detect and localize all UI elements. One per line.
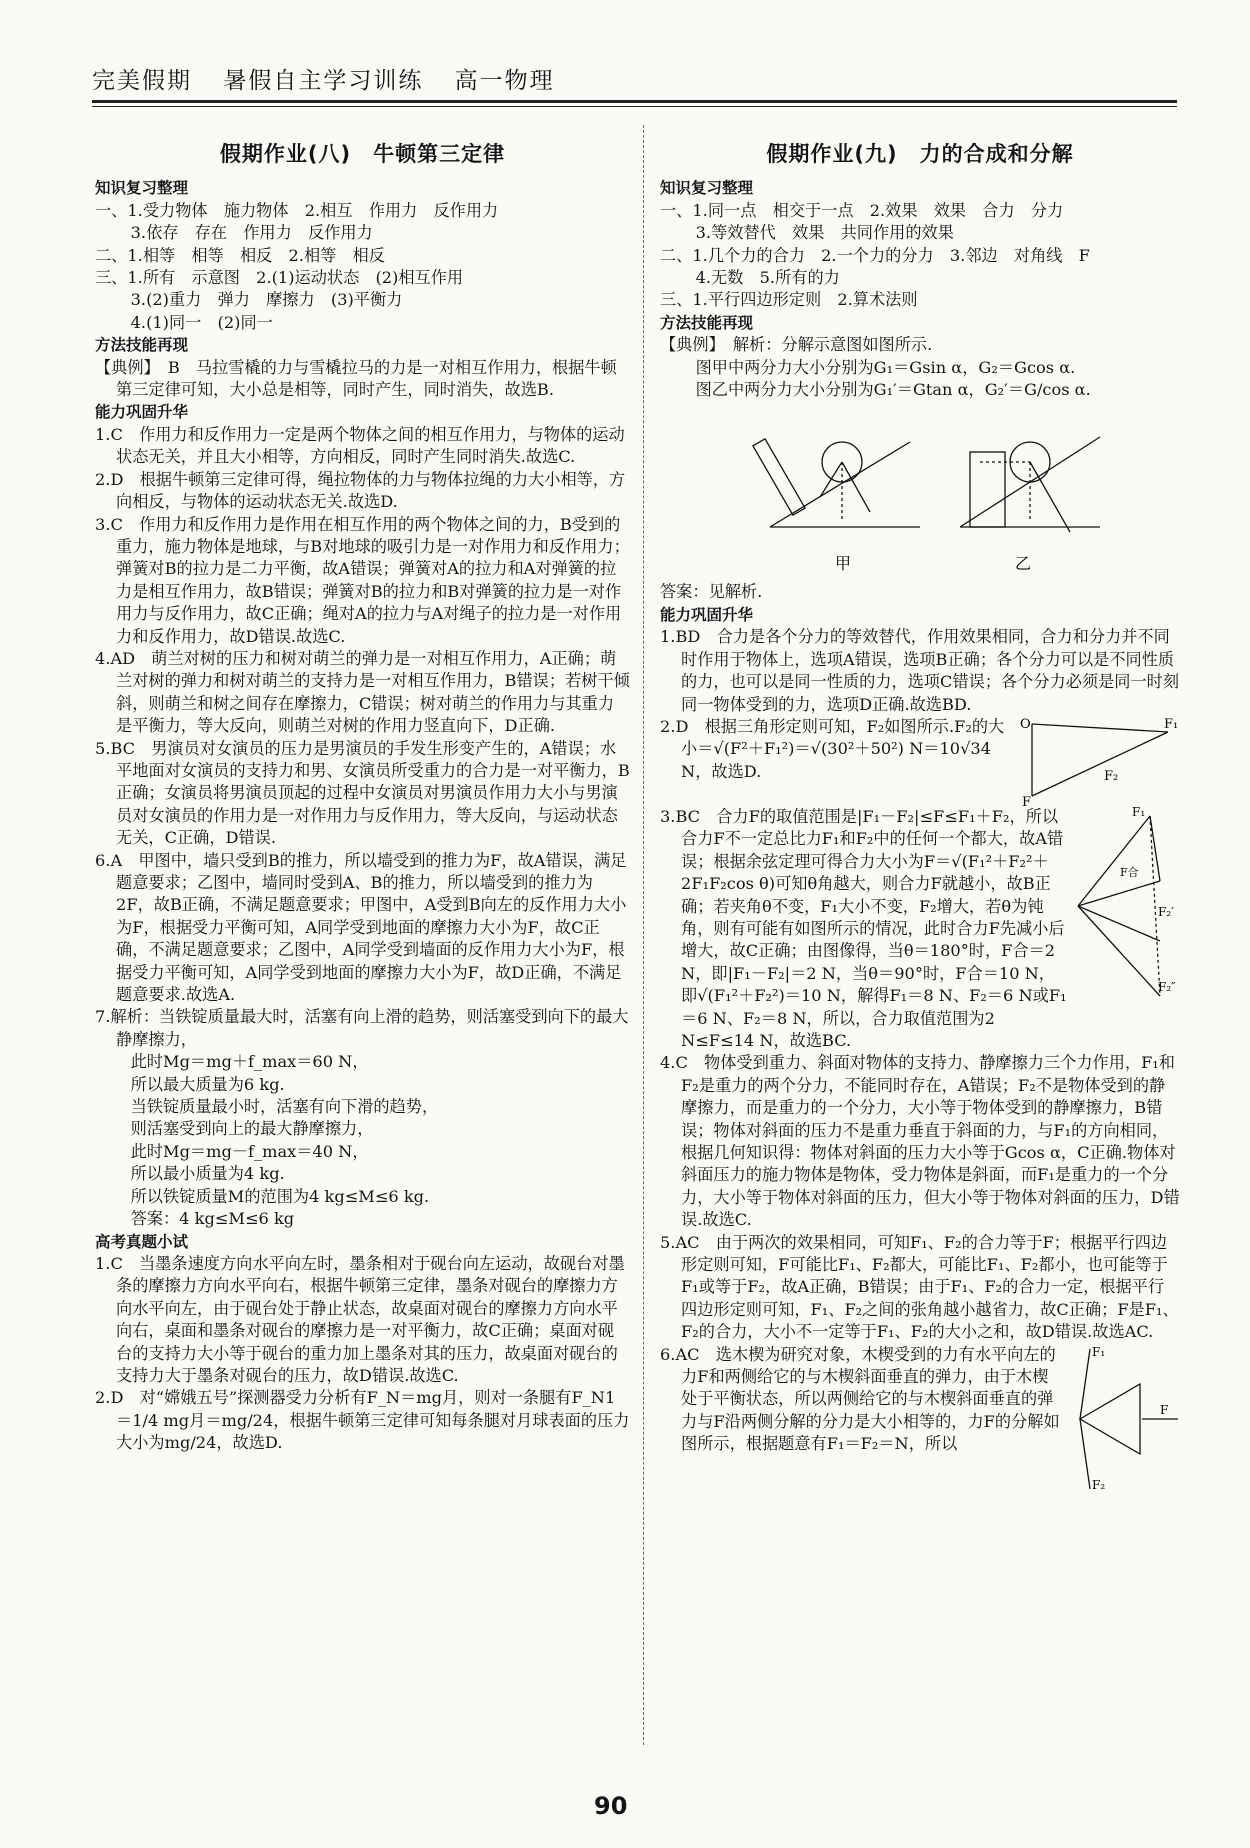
answer-item: 1.C 作用力和反作用力一定是两个物体之间的相互作用力，与物体的运动状态无关，并且大小相等，方向相反，同时产生同时消失.故选C. — [95, 424, 625, 467]
answer-item: 4.C 物体受到重力、斜面对物体的支持力、静摩擦力三个力作用，F₁和F₂是重力的两个分力，不能同时存在，A错误；F₂不是物体受到的静摩擦力，而是重力的一个分力，大小等于物体受到的静摩擦力，B错误；物体对斜面的压力不是重力垂直于斜面的力，与F₁的方向相同，根据几何知识得：物体对斜面的压力大小等于Gcos α，C正确.物体对斜面压力的施力物体是物体，受力物体是斜面，而F₁是重力的一个分力，大小等于物体对斜面的压力，但大小等于物体对斜面的压力，D错误.故选C. — [660, 1053, 1180, 1230]
answer-item: 4.AD 萌兰对树的压力和树对萌兰的弹力是一对相互作用力，A正确；萌兰对树的弹力和树对萌兰的支持力是一对相互作用力，B错误；若树干倾斜，则萌兰和树之间存在摩擦力，C错误；树对萌兰的作用力与其重力是平衡力，等大反向，则萌兰对树的作用力竖直向下，D正确. — [95, 648, 630, 736]
knowledge-line: 一、1.受力物体 施力物体 2.相互 作用力 反作用力 — [95, 200, 499, 220]
fig6-f-label: F — [1160, 1402, 1169, 1417]
answer-item: 6.AC 选木楔为研究对象，木楔受到的力有水平向左的力F和两侧给它的与木楔斜面垂直的弹力，由于木楔处于平衡状态，所以两侧给它的与木楔斜面垂直的弹力与F沿两侧分解的分力是大小相等的，力F的分解如图所示，根据题意有F₁＝F₂＝N，所以 — [660, 1344, 1060, 1454]
knowledge-line: 3.依存 存在 作用力 反作用力 — [130, 223, 373, 243]
range-figure — [1070, 806, 1180, 1006]
item7-answer: 答案：4 kg≤M≤6 kg — [130, 1209, 295, 1229]
left-column — [95, 143, 630, 1455]
fig3-f1-label: F₁ — [1132, 805, 1146, 819]
knowledge-line: 二、1.几个力的合力 2.一个力的分力 3.邻边 对角线 F — [660, 245, 1090, 265]
page-number: 90 — [594, 1792, 628, 1820]
knowledge-line: 三、1.所有 示意图 2.(1)运动状态 (2)相互作用 — [95, 268, 464, 288]
left-title: 假期作业(八) 牛顿第三定律 — [219, 142, 506, 166]
answer-item: 2.D 根据三角形定则可知，F₂如图所示.F₂的大小＝√(F²＋F₁²)＝√(30²＋50²) N＝10√34 N，故选D. — [660, 716, 1005, 781]
right-title: 假期作业(九) 力的合成和分解 — [766, 142, 1074, 166]
fig-yi-label: 乙 — [1015, 554, 1032, 574]
fig2-f1-label: F₁ — [1164, 716, 1179, 732]
example-line: 【典例】 解析：分解示意图如图所示. — [660, 335, 933, 355]
exam-item: 1.C 当墨条速度方向水平向左时，墨条相对于砚台向左运动，故砚台对墨条的摩擦力方向水平向右，根据牛顿第三定律，墨条对砚台的摩擦力方向水平向左，由于砚台处于静止状态，故桌面对砚台的摩擦力方向水平向右，桌面和墨条对砚台的摩擦力是一对平衡力，故C正确；桌面对砚台的支持力大小等于砚台的重力加上墨条对其的压力，故桌面对砚台的支持力大于墨条对砚台的压力，故D错误.故选C. — [95, 1253, 625, 1385]
header-rule-thin — [92, 106, 1177, 107]
fig2-f2-label: F₂ — [1104, 768, 1119, 784]
answer-item: 1.BD 合力是各个分力的等效替代，作用效果相同，合力和分力并不同时作用于物体上，选项A错误，选项B正确；各个分力可以是不同性质的力，也可以是同一性质的力，选项C错误；各个分力必须是同一时刻同一物体受到的力，选项D正确.故选BD. — [660, 627, 1180, 714]
knowledge-line: 一、1.同一点 相交于一点 2.效果 效果 合力 分力 — [660, 200, 1064, 220]
fig-jia-label: 甲 — [835, 554, 852, 574]
wedge-figure — [1060, 1344, 1180, 1494]
example-answer: 答案：见解析. — [660, 582, 763, 602]
answer-item: 6.A 甲图中，墙只受到B的推力，所以墙受到的推力为F，故A错误，满足题意要求；乙图中，墙同时受到A、B的推力，所以墙受到的推力为2F，故B正确，不满足题意要求；甲图中，A受到B向左的反作用力大小为F，根据受力平衡可知，A同学受到地面的摩擦力大小为F，故C正确，不满足题意要求；乙图中，A同学受到墙面的反作用力大小为F，根据受力平衡可知，A同学受到地面的摩擦力大小为F，故D正确，不满足题意要求.故选A. — [95, 850, 627, 1005]
knowledge-line: 3.等效替代 效果 共同作用的效果 — [695, 223, 954, 243]
header-series: 暑假自主学习训练 — [223, 68, 424, 94]
right-method-heading: 方法技能再现 — [660, 313, 754, 332]
left-ability-heading: 能力巩固升华 — [95, 403, 189, 422]
knowledge-line: 3.(2)重力 弹力 摩擦力 (3)平衡力 — [130, 290, 403, 310]
answer-item: 5.AC 由于两次的效果相同，可知F₁、F₂的合力等于F；根据平行四边形定则可知，F可能比F₁、F₂都大，可能比F₁、F₂都小，也可能等于F₁或等于F₂，故A正确，B错误；由于F₁、F₂的合力一定，根据平行四边形定则可知，F₁、F₂之间的张角越小越省力，故C正确；F是F₁、F₂的合力，大小不一定等于F₁、F₂的大小之和，故D错误.故选AC. — [660, 1232, 1179, 1342]
decomposition-figure — [660, 407, 1180, 577]
left-example: 【典例】 B 马拉雪橇的力与雪橇拉马的力是一对相互作用力，根据牛顿第三定律可知，大小总是相等，同时产生，同时消失，故选B. — [95, 357, 617, 400]
fig3-f2pp-label: F₂″ — [1158, 979, 1176, 994]
triangle-figure — [1020, 716, 1180, 806]
right-knowledge-heading: 知识复习整理 — [660, 179, 754, 198]
left-knowledge-heading: 知识复习整理 — [95, 179, 189, 198]
item7-line: 此时Mg＝mg＋f_max＝60 N， — [130, 1052, 369, 1072]
answer-item: 3.C 作用力和反作用力是作用在相互作用的两个物体之间的力，B受到的重力，施力物体是地球，与B对地球的吸引力是一对作用力和反作用力；弹簧对B的拉力是二力平衡，故A错误；弹簧对A的拉力和A对弹簧的拉力是相互作用力，故B错误；弹簧对B的拉力和B对弹簧的拉力是一对作用力与反作用力，故C正确；绳对A的拉力与A对绳子的拉力是一对作用力和反作用力，故D错误.故选C. — [95, 514, 630, 646]
knowledge-line: 二、1.相等 相等 相反 2.相等 相反 — [95, 245, 385, 265]
item7-line: 所以最小质量为4 kg. — [130, 1164, 285, 1184]
fig2-o-label: O — [1020, 716, 1031, 732]
item7-line: 所以最大质量为6 kg. — [130, 1074, 285, 1094]
answer-item: 7.解析：当铁锭质量最大时，活塞有向上滑的趋势，则活塞受到向下的最大静摩擦力， — [95, 1007, 629, 1049]
answer-item: 3.BC 合力F的取值范围是|F₁－F₂|≤F≤F₁＋F₂，所以合力F不一定总比力F₁和F₂中的任何一个都大，故A错误；根据余弦定理可得合力大小为F＝√(F₁²＋F₂²＋2F₁F₂cos θ)可知θ角越大，则合力F就越小，故B正确；若夹角θ不变，F₁大小不变，F₂增大，若θ为钝角，则有可能有如图所示的情况，此时合力F先减小后增大，故C正确；由图像得，当θ＝180°时，F合＝2 N，即|F₁－F₂|＝2 N，当θ＝90°时，F合＝10 N，即√(F₁²＋F₂²)＝10 N，解得F₁＝8 N、F₂＝6 N或F₁＝6 N、F₂＝8 N，所以，合力取值范围为2 N≤F≤14 N，故选BC. — [660, 806, 1067, 1050]
example-line: 图乙中两分力大小分别为G₁′＝Gtan α，G₂′＝G/cos α. — [695, 380, 1091, 400]
knowledge-line: 4.(1)同一 (2)同一 — [130, 312, 273, 332]
item7-line: 当铁锭质量最小时，活塞有向下滑的趋势， — [130, 1097, 439, 1117]
knowledge-line: 三、1.平行四边形定则 2.算术法则 — [660, 290, 918, 310]
fig6-f2-label: F₂ — [1092, 1477, 1106, 1492]
header-brand: 完美假期 — [92, 68, 192, 94]
left-exam-heading: 高考真题小试 — [95, 1232, 189, 1251]
column-divider — [643, 125, 644, 1745]
fig2-f-label: F — [1022, 794, 1032, 806]
item3-row — [660, 806, 1180, 1052]
item2-row — [660, 716, 1180, 806]
right-column — [660, 143, 1180, 1494]
answer-item: 5.BC 男演员对女演员的压力是男演员的手发生形变产生的，A错误；水平地面对女演员的支持力和男、女演员所受重力的合力是一对平衡力，B正确；女演员将男演员顶起的过程中女演员对男演员作用力大小与男演员对女演员的作用力是一对作用力与反作用力，等大反向，与运动状态无关，C正确，D错误. — [95, 738, 630, 848]
example-line: 图甲中两分力大小分别为G₁＝Gsin α，G₂＝Gcos α. — [695, 357, 1076, 377]
header-rule — [92, 100, 1177, 103]
exam-item: 2.D 对“嫦娥五号”探测器受力分析有F_N＝mg月，则对一条腿有F_N1＝1/4 mg月＝mg/24，根据牛顿第三定律可知每条腿对月球表面的压力大小为mg/24，故选D. — [95, 1388, 630, 1453]
answer-item: 2.D 根据牛顿第三定律可得，绳拉物体的力与物体拉绳的力大小相等，方向相反，与物体的运动状态无关.故选D. — [95, 469, 626, 512]
fig3-fhe-label: F合 — [1120, 865, 1139, 879]
right-ability-heading: 能力巩固升华 — [660, 605, 754, 624]
item6-row — [660, 1344, 1180, 1494]
header-subject: 高一物理 — [454, 68, 555, 94]
item7-line: 所以铁锭质量M的范围为4 kg≤M≤6 kg. — [130, 1186, 430, 1206]
fig6-f1-label: F₁ — [1092, 1344, 1106, 1359]
fig3-f2p-label: F₂′ — [1158, 904, 1174, 919]
item7-line: 则活塞受到向上的最大静摩擦力， — [130, 1119, 374, 1139]
knowledge-line: 4.无数 5.所有的力 — [695, 268, 840, 288]
left-method-heading: 方法技能再现 — [95, 336, 189, 355]
page-header — [92, 62, 1177, 95]
item7-line: 此时Mg＝mg－f_max＝40 N， — [130, 1141, 369, 1161]
